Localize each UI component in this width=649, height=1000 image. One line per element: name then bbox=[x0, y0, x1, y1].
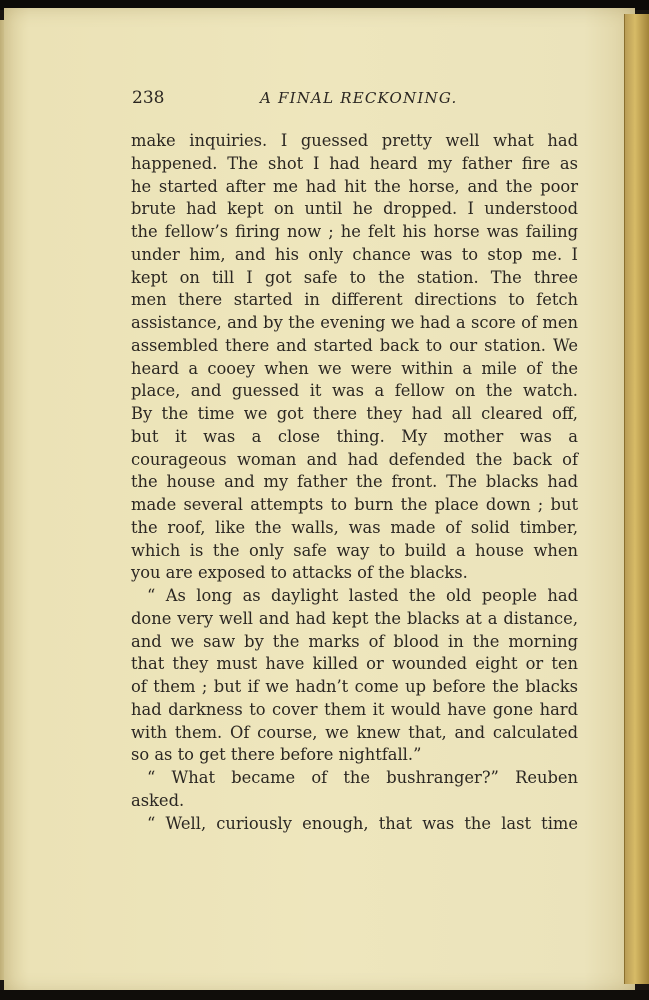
text-line: but it was a close thing. My mother was a bbox=[131, 426, 578, 446]
text-line: make inquiries. I guessed pretty well what had bbox=[131, 131, 578, 150]
running-title: A FINAL RECKONING. bbox=[260, 89, 458, 107]
page-number: 238 bbox=[132, 88, 165, 108]
text-line: he started after me had hit the horse, and the poor bbox=[131, 176, 578, 196]
text-line: you are exposed to attacks of the blacks. bbox=[131, 563, 468, 583]
text-line: kept on till I got safe to the station. The three bbox=[131, 267, 578, 287]
text-line: assistance, and by the evening we had a score of men bbox=[131, 313, 578, 332]
text-line: “ Well, curiously enough, that was the last time bbox=[147, 813, 578, 833]
text-line: and we saw by the marks of blood in the morning bbox=[131, 631, 578, 651]
text-line: brute had kept on until he dropped. I understood bbox=[131, 199, 578, 219]
text-line: made several attempts to burn the place down ; but bbox=[131, 495, 578, 514]
running-header bbox=[130, 88, 585, 112]
text-line: of them ; but if we hadn’t come up before the blacks bbox=[131, 677, 578, 696]
text-line: the house and my father the front. The blacks had bbox=[131, 472, 578, 492]
text-line: under him, and his only chance was to stop me. I bbox=[131, 244, 578, 264]
text-line: which is the only safe way to build a house when bbox=[131, 540, 578, 560]
text-line: so as to get there before nightfall.” bbox=[131, 745, 422, 765]
text-line: heard a cooey when we were within a mile of the bbox=[131, 358, 578, 378]
text-line: assembled there and started back to our station. We bbox=[131, 335, 578, 355]
text-line: with them. Of course, we knew that, and calculated bbox=[131, 722, 578, 742]
text-line: done very well and had kept the blacks at a distance, bbox=[131, 608, 578, 628]
body-text bbox=[131, 130, 578, 835]
gilt-page-edge bbox=[624, 14, 649, 984]
text-line: the fellow’s firing now ; he felt his horse was failing bbox=[131, 222, 578, 241]
text-line: By the time we got there they had all cleared off, bbox=[131, 404, 578, 423]
bottom-scan-shadow bbox=[0, 990, 649, 1000]
text-line: “ As long as daylight lasted the old people had bbox=[147, 586, 578, 605]
text-line: happened. The shot I had heard my father fire as bbox=[131, 153, 578, 173]
text-line: “ What became of the bushranger?” Reuben bbox=[147, 768, 578, 787]
text-line: men there started in different directions to fetch bbox=[131, 290, 578, 310]
text-line: had darkness to cover them it would have gone hard bbox=[131, 699, 578, 719]
text-line: that they must have killed or wounded eight or ten bbox=[131, 654, 578, 674]
text-line: place, and guessed it was a fellow on the watch. bbox=[131, 381, 578, 401]
text-line: courageous woman and had defended the back of bbox=[131, 449, 578, 469]
text-line: asked. bbox=[131, 790, 185, 810]
text-line: the roof, like the walls, was made of solid timber, bbox=[131, 517, 578, 537]
